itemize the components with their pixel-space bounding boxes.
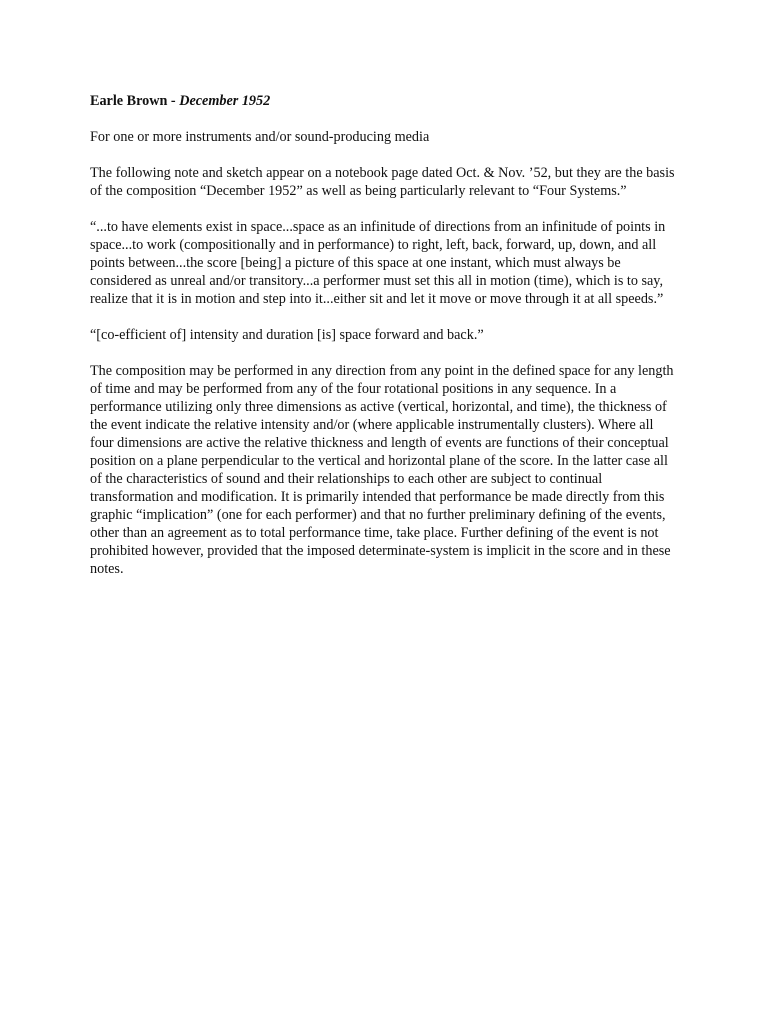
composer-name: Earle Brown (90, 93, 168, 109)
document-page (90, 92, 680, 596)
paragraph-notebook-note: The following note and sketch appear on a notebook page dated Oct. & Nov. ’52, but they are the basis of the composition “December 1952” as well as being particularly relevant to “Four Systems.” (90, 165, 675, 199)
paragraph-performance-notes: The composition may be performed in any direction from any point in the defined space for any length of time and may be performed from any of the four rotational positions in any sequence. In a performance utilizing only three dimensions as active (vertical, horizontal, and time), the thickness of the event indicate the relative intensity and/or (where applicable instrumentally clusters). Where all four dimensions are active the relative thickness and length of events are functions of their conceptual position on a plane perpendicular to the vertical and horizontal plane of the score. In the latter case all of the characteristics of sound and their relationships to each other are subject to continual transformation and modification. It is primarily intended that performance be made directly from this graphic “implication” (one for each performer) and that no further preliminary defining of the events, other than an agreement as to total performance time, take place. Further defining of the event is not prohibited however, provided that the imposed determinate-system is implicit in the score and in these notes. (90, 363, 674, 577)
heading-separator: - (167, 93, 180, 109)
paragraph-coefficient-quote: “[co-efficient of] intensity and duration [is] space forward and back.” (90, 327, 484, 343)
document-heading (90, 92, 680, 110)
document-subtitle: For one or more instruments and/or sound-producing media (90, 129, 430, 145)
work-title: December 1952 (179, 93, 271, 109)
paragraph-space-quote: “...to have elements exist in space...space as an infinitude of directions from an infinitude of points in space...to work (compositionally and in performance) to right, left, back, forward, up, down, and all points between...the score [being] a picture of this space at one instant, which must always be considered as unreal and/or transitory...a performer must set this all in motion (time), which is to say, realize that it is in motion and step into it...either sit and let it move or move through it at all speeds.” (90, 219, 666, 307)
